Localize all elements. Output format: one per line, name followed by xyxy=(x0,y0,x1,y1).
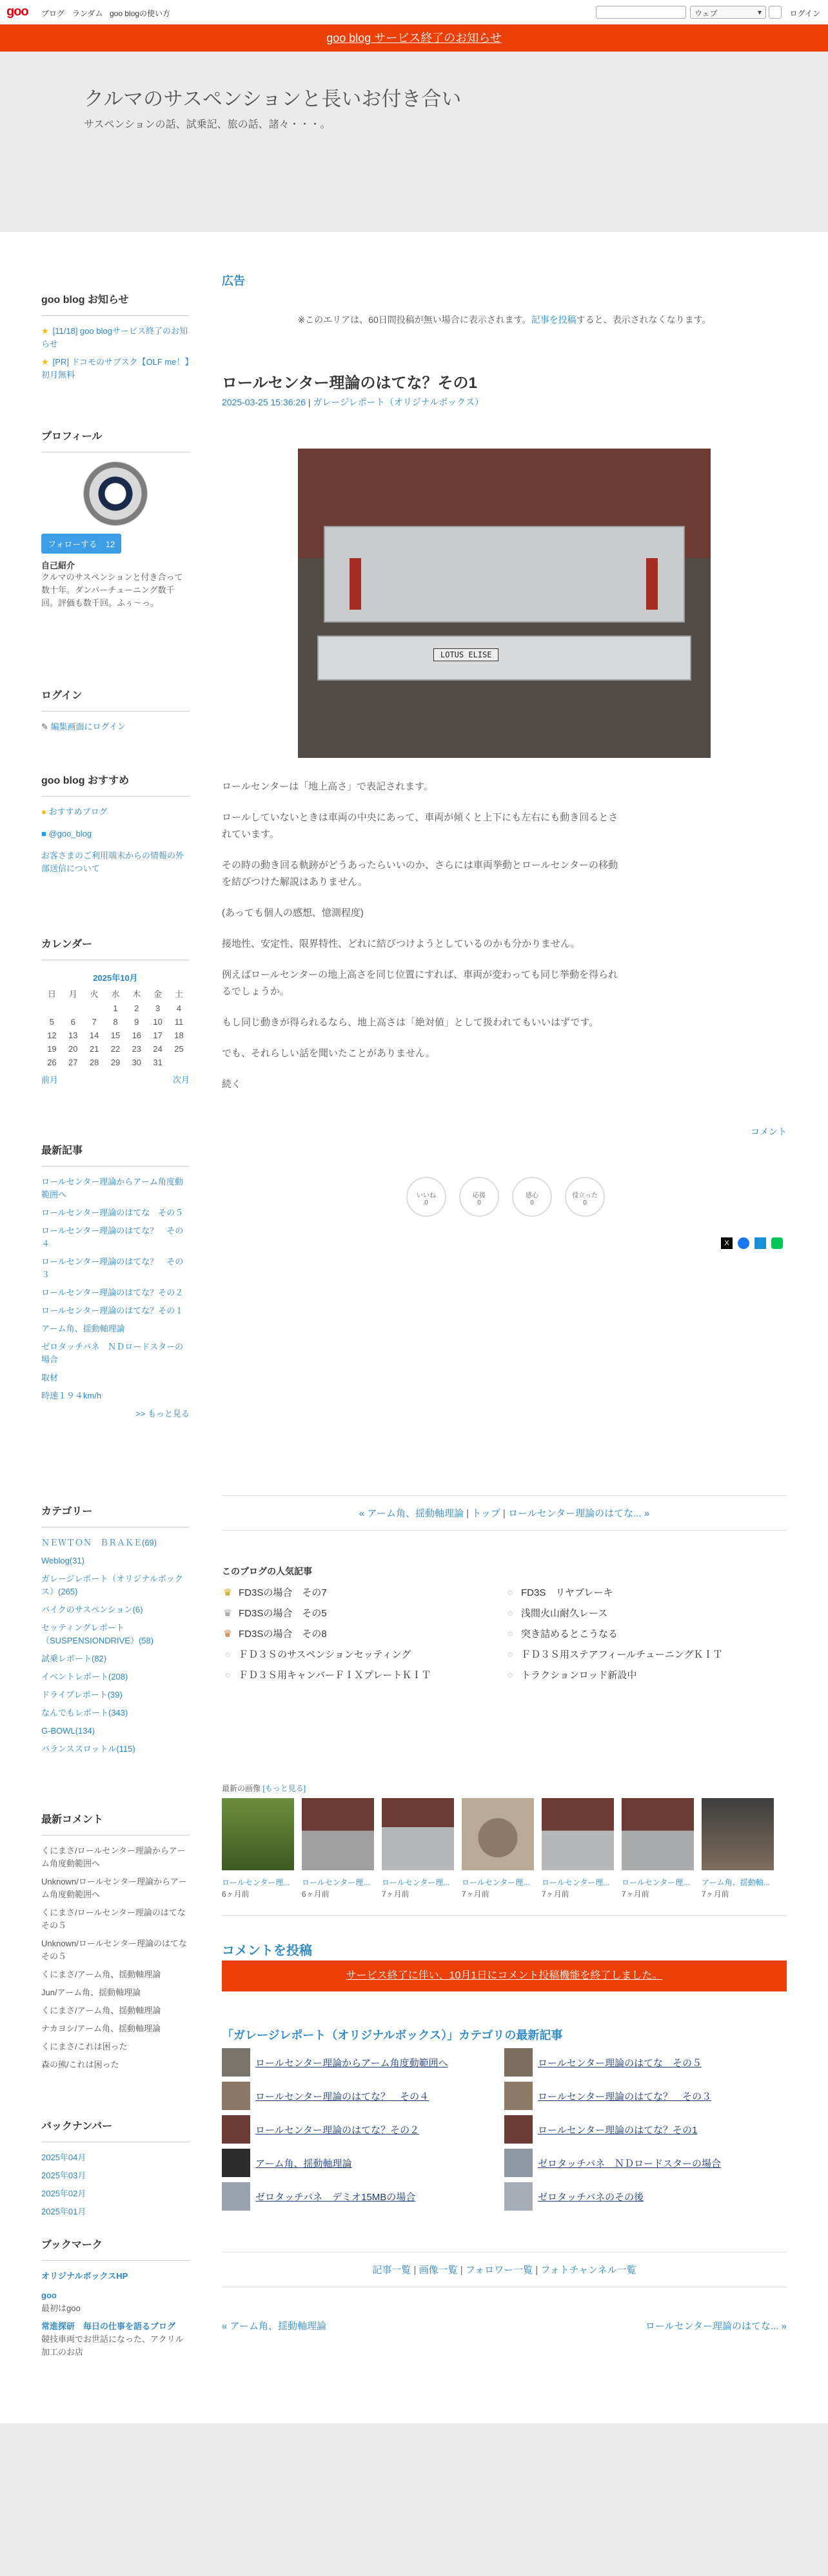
entry-body xyxy=(222,779,622,1107)
calendar-day: 17 xyxy=(153,1031,163,1040)
search-scope-value: ウェブ xyxy=(695,9,718,18)
toolbar-link-blog[interactable]: ブログ xyxy=(41,9,65,18)
ad-note xyxy=(222,313,787,326)
calendar-day: 20 xyxy=(68,1044,78,1054)
backnumber-list[interactable] xyxy=(41,2151,190,2216)
sidebar-comments xyxy=(41,1811,196,2077)
popular-article-link[interactable] xyxy=(222,1585,327,1599)
comment-link[interactable]: くにまさ/アーム角、揺動軸理論 xyxy=(41,2006,161,2015)
gallery-thumb[interactable] xyxy=(462,1798,534,1870)
comment-post-heading: コメントを投稿 xyxy=(222,1944,312,1958)
circle-icon: ○ xyxy=(507,1608,513,1619)
bookmark-link[interactable]: goo xyxy=(41,2290,57,2300)
calendar-day: 9 xyxy=(134,1017,139,1027)
ad-heading: 広告 xyxy=(222,275,245,287)
entry-meta xyxy=(222,396,484,409)
entry-date[interactable]: 2025-03-25 15:36:26 xyxy=(222,397,306,407)
popular-article-label: FD3S リヤブレーキ xyxy=(521,1587,613,1598)
popular-article-label: ＦＤ３Ｓ用キャンバーＦＩＸプレートＫＩＴ xyxy=(239,1670,431,1681)
crown-icon: ♛ xyxy=(223,1587,232,1598)
chevron-down-icon: ▾ xyxy=(757,8,762,17)
recent-article-link[interactable]: 取材 xyxy=(41,1373,59,1382)
pencil-icon: ✎ xyxy=(41,722,51,731)
calendar-day: 16 xyxy=(132,1031,142,1040)
category-link[interactable]: Weblog(31) xyxy=(41,1556,84,1565)
sidebar-recent xyxy=(41,1142,190,1426)
sidebar-login-heading: ログイン xyxy=(41,687,190,712)
reaction-cheer-label: 応援 xyxy=(473,1192,486,1199)
facebook-share-icon[interactable] xyxy=(738,1237,749,1249)
meta-separator: | xyxy=(308,397,311,407)
ad-note-pre: ※このエリアは、60日間投稿が無い場合に表示されます。 xyxy=(297,315,531,325)
popular-article-link[interactable] xyxy=(222,1627,327,1640)
sidebar-backnumber-heading: バックナンバー xyxy=(41,2118,190,2142)
photo-channel-list-link[interactable]: フォトチャンネル一覧 xyxy=(540,2265,636,2276)
login-edit-link[interactable] xyxy=(41,721,190,733)
entry-paragraph: もし同じ動きが得られるなら、地上高さは「絶対値」として扱われてもいいはずです。 xyxy=(222,1017,599,1028)
comment-link[interactable]: ナカヨシ/アーム角、揺動軸理論 xyxy=(41,2024,161,2033)
search-button[interactable] xyxy=(769,6,782,19)
popular-article-label: 突き詰めるとこうなる xyxy=(521,1629,618,1640)
category-article-thumb[interactable] xyxy=(504,2182,533,2211)
sidebar-bookmarks-heading: ブックマーク xyxy=(41,2236,190,2261)
next-entry-link[interactable]: ロールセンター理論のはてな... » xyxy=(508,1508,650,1519)
recent-article-link[interactable]: 時速１９４km/h xyxy=(41,1391,102,1400)
gallery-heading: 最新の画像 xyxy=(222,1784,261,1793)
circle-icon: ○ xyxy=(224,1649,231,1660)
blog-description: サスペンションの話、試乗記、旅の話、諸々・・・。 xyxy=(84,119,331,130)
popular-article-label: ＦＤ３Ｓ用ステアフィールチューニングＫＩＴ xyxy=(521,1649,723,1660)
news-item-label: [11/18] goo blogサービス終了のお知らせ xyxy=(41,326,188,349)
circle-icon: ○ xyxy=(224,1670,231,1681)
popular-article-label: 浅間火山耐久レース xyxy=(521,1608,608,1619)
reaction-impressed-label: 感心 xyxy=(526,1192,538,1199)
gallery-header xyxy=(222,1783,306,1794)
reaction-impressed-button[interactable] xyxy=(512,1177,552,1217)
follow-button[interactable] xyxy=(41,534,121,554)
category-article-thumb[interactable] xyxy=(222,2082,250,2110)
gallery-date: 7ヶ月前 xyxy=(622,1890,649,1899)
calendar-weekday: 水 xyxy=(111,989,120,999)
popular-article-link[interactable] xyxy=(504,1668,636,1681)
gallery-caption[interactable]: ロールセンター理... xyxy=(382,1878,450,1887)
gallery-date: 6ヶ月前 xyxy=(302,1890,330,1899)
search-input[interactable] xyxy=(596,6,686,19)
calendar-day: 26 xyxy=(47,1058,57,1067)
category-link[interactable]: バランススロットル(115) xyxy=(41,1744,135,1754)
calendar-weekday: 土 xyxy=(175,989,184,999)
calendar-day: 4 xyxy=(176,1003,182,1013)
recent-article-link[interactable]: ロールセンター理論のはてな？ その４ xyxy=(41,1226,184,1248)
follower-list-link[interactable]: フォロワー一覧 xyxy=(465,2265,533,2276)
calendar-day: 3 xyxy=(155,1003,161,1013)
gallery-caption[interactable]: ロールセンター理... xyxy=(462,1878,530,1887)
content-wrapper xyxy=(0,232,828,2423)
recent-article-link[interactable]: ロールセンター理論のはてな？その２ xyxy=(41,1288,184,1297)
calendar-day: 13 xyxy=(68,1031,78,1040)
calendar-day: 29 xyxy=(110,1058,121,1067)
calendar-month: 2025年10月 xyxy=(93,973,138,983)
category-link[interactable]: イベントレポート(208) xyxy=(41,1672,128,1681)
gallery-thumb[interactable] xyxy=(702,1798,774,1870)
toolbar-link-random[interactable]: ランダム xyxy=(72,9,103,18)
category-article-link[interactable]: ロールセンター理論のはてな その５ xyxy=(538,2058,702,2069)
bookmark-desc: 競技車両でお世話になった、アクリル加工のお店 xyxy=(41,2334,184,2357)
calendar-day: 18 xyxy=(174,1031,184,1040)
calendar-day: 23 xyxy=(132,1044,142,1054)
goo-logo[interactable]: goo xyxy=(6,5,28,19)
sidebar-recommend-heading: goo blog おすすめ xyxy=(41,772,190,797)
popular-article-label: ＦＤ３Ｓのサスペンションセッティング xyxy=(239,1649,411,1660)
calendar-day: 15 xyxy=(110,1031,121,1040)
crown-icon: ♛ xyxy=(223,1608,232,1619)
calendar-day: 2 xyxy=(134,1003,139,1013)
category-link[interactable]: なんでもレポート(343) xyxy=(41,1708,128,1718)
entry-paragraph: 続く xyxy=(222,1079,242,1090)
jig-plate-label: LOTUS ELISE xyxy=(433,648,498,661)
service-end-banner xyxy=(0,24,828,52)
calendar-day: 8 xyxy=(113,1017,118,1027)
category-article-link[interactable]: ロールセンター理論のはてな？ その３ xyxy=(538,2091,712,2102)
ad-note-post: すると、表示されなくなります。 xyxy=(576,315,711,325)
jig-base xyxy=(317,635,691,681)
recent-article-link[interactable]: ロールセンター理論のはてな その５ xyxy=(41,1208,184,1217)
sidebar-calendar-heading: カレンダー xyxy=(41,936,190,960)
news-item[interactable] xyxy=(41,356,190,382)
calendar-weekday: 火 xyxy=(90,989,99,999)
category-link[interactable]: ドライブレポート(39) xyxy=(41,1690,123,1700)
calendar-day: 7 xyxy=(92,1017,97,1027)
calendar-weekday: 木 xyxy=(132,989,141,999)
reaction-helpful-label: 役立った xyxy=(572,1192,598,1199)
sidebar-news xyxy=(41,291,190,387)
comment-link[interactable]: くにまさ/ロールセンター理論からアーム角度動範囲へ xyxy=(41,1846,186,1868)
backnumber-link[interactable]: 2025年01月 xyxy=(41,2207,86,2216)
comment-link[interactable]: くにまさ/これは困った xyxy=(41,2042,128,2051)
circle-icon: ○ xyxy=(507,1649,513,1660)
category-article-thumb[interactable] xyxy=(504,2149,533,2177)
calendar-day: 11 xyxy=(174,1017,184,1027)
search-scope-select[interactable] xyxy=(690,6,766,19)
top-link[interactable]: トップ xyxy=(471,1508,500,1519)
calendar-weekday: 月 xyxy=(68,989,77,999)
entry-paragraph: でも、それらしい話を聞いたことがありません。 xyxy=(222,1048,435,1059)
prev-entry-link[interactable]: « アーム角、揺動軸理論 xyxy=(359,1508,464,1519)
category-article-link[interactable]: ゼロタッチバネ デミオ15MBの場合 xyxy=(255,2192,416,2203)
post-article-link[interactable]: 記事を投稿 xyxy=(531,315,577,325)
gallery-more-link[interactable]: [もっと見る] xyxy=(262,1784,306,1793)
calendar-day: 28 xyxy=(89,1058,99,1067)
sidebar-login xyxy=(41,687,190,739)
image-list-link[interactable]: 画像一覧 xyxy=(419,2265,458,2276)
service-end-link[interactable]: goo blog サービス終了のお知らせ xyxy=(326,32,502,44)
category-link[interactable]: 試乗レポート(82) xyxy=(41,1654,107,1663)
sidebar-recent-heading: 最新記事 xyxy=(41,1142,190,1167)
intro-text: クルマのサスペンションと付き合って数十年。ダンパーチューニング数千回。評価も数千回。ふぅ〜っ。 xyxy=(41,572,183,608)
calendar-day: 27 xyxy=(68,1058,78,1067)
reaction-cheer-count: 0 xyxy=(477,1199,481,1206)
popular-article-label: FD3Sの場合 その7 xyxy=(239,1587,327,1598)
bookmark-desc: 最初はgoo xyxy=(41,2303,81,2313)
bookmark-link[interactable]: 常進探研 毎日の仕事を語るブログ xyxy=(41,2321,176,2331)
sidebar-news-heading: goo blog お知らせ xyxy=(41,291,190,316)
comment-link[interactable]: Unknown/ロールセンター理論からアーム角度動範囲へ xyxy=(41,1877,187,1899)
bulb-icon: ● xyxy=(41,807,49,817)
category-article-link[interactable]: ロールセンター理論のはてな？ その４ xyxy=(255,2091,429,2102)
recent-article-link[interactable]: ゼロタッチバネ ＮＤロードスターの場合 xyxy=(41,1342,184,1364)
category-link[interactable]: G-BOWL(134) xyxy=(41,1726,95,1736)
login-edit-label: 編集画面にログイン xyxy=(50,722,126,731)
sidebar-comments-heading: 最新コメント xyxy=(41,1811,190,1835)
calendar-day: 6 xyxy=(70,1017,75,1027)
recent-article-link[interactable]: ロールセンター理論のはてな？その１ xyxy=(41,1306,184,1315)
twitter-label: @goo_blog xyxy=(48,829,92,838)
gallery-date: 6ヶ月前 xyxy=(222,1890,250,1899)
sidebar-backnumber xyxy=(41,2118,190,2216)
gallery-caption[interactable]: ロールセンター理... xyxy=(302,1878,370,1887)
list-links: 記事一覧 | 画像一覧 | フォロワー一覧 | フォトチャンネル一覧 xyxy=(222,2252,787,2287)
calendar-day: 31 xyxy=(153,1058,163,1067)
entry-paragraph: 接地性、安定性、限界特性、どれに結びつけようとしているのかも分かりません。 xyxy=(222,938,580,949)
entry-title[interactable]: ロールセンター理論のはてな？その1 xyxy=(222,374,477,392)
gallery-caption[interactable]: アーム角、揺動軸... xyxy=(702,1878,770,1887)
calendar-weekday: 金 xyxy=(153,989,163,999)
recent-more-link[interactable]: >> もっと見る xyxy=(135,1409,190,1419)
sidebar-categories-heading: カテゴリー xyxy=(41,1503,190,1527)
recommend-blog-link[interactable] xyxy=(41,806,190,818)
gallery-thumb[interactable] xyxy=(542,1798,614,1870)
damper-right xyxy=(646,558,658,610)
twitter-icon: ■ xyxy=(41,829,49,838)
blog-title[interactable]: クルマのサスペンションと長いお付き合い xyxy=(84,88,462,110)
star-icon: ★ xyxy=(41,326,49,336)
entry-paragraph: 例えばロールセンターの地上高さを同じ位置にすれば、車両が変わっても同じ挙動を得られるでしょうか。 xyxy=(222,969,618,997)
category-article-link[interactable]: ゼロタッチバネのその後 xyxy=(538,2192,644,2203)
comment-link[interactable]: くにまさ/ロールセンター理論のはてな その５ xyxy=(41,1908,194,1930)
backnumber-link[interactable]: 2025年02月 xyxy=(41,2189,86,2198)
category-article-thumb[interactable] xyxy=(222,2115,250,2144)
sidebar-bookmarks xyxy=(41,2236,190,2364)
gallery-date: 7ヶ月前 xyxy=(542,1890,569,1899)
twitter-link[interactable] xyxy=(41,828,190,840)
category-article-thumb[interactable] xyxy=(504,2048,533,2077)
popular-heading: このブログの人気記事 xyxy=(222,1566,312,1576)
gallery-caption[interactable]: ロールセンター理... xyxy=(542,1878,610,1887)
sidebar-recommend xyxy=(41,772,190,880)
gallery-thumb[interactable] xyxy=(302,1798,374,1870)
calendar-day xyxy=(84,1002,105,1015)
calendar-day: 25 xyxy=(174,1044,184,1054)
share-buttons xyxy=(721,1237,783,1249)
gallery-thumb[interactable] xyxy=(222,1798,294,1870)
calendar-day: 5 xyxy=(49,1017,55,1027)
comment-link[interactable]: 森の熊/これは困った xyxy=(41,2060,119,2069)
category-article-link[interactable]: アーム角、揺動軸理論 xyxy=(255,2158,352,2169)
entry-paragraph: ロールセンターは「地上高さ」で表記されます。 xyxy=(222,781,433,792)
reaction-like-button[interactable] xyxy=(406,1177,446,1217)
gallery-date: 7ヶ月前 xyxy=(462,1890,489,1899)
blog-header xyxy=(0,52,828,232)
calendar-day xyxy=(41,1002,63,1015)
follow-label: フォローする xyxy=(48,539,97,549)
category-article-thumb[interactable] xyxy=(222,2149,250,2177)
reaction-like-label: いいね xyxy=(417,1192,436,1199)
popular-article-label: FD3Sの場合 その8 xyxy=(239,1629,327,1640)
sidebar-categories xyxy=(41,1503,190,1761)
comment-closed-bar[interactable]: サービス終了に伴い、10月1日にコメント投稿機能を終了しました。 xyxy=(222,1961,787,1991)
news-item[interactable] xyxy=(41,325,190,351)
entry-paragraph: その時の動き回る軌跡がどうあったらいいのか、さらには車両挙動とロールセンターの移動を結びつけた解説はありません。 xyxy=(222,860,618,887)
top-toolbar xyxy=(0,0,828,24)
recent-article-link[interactable]: アーム角、揺動軸理論 xyxy=(41,1324,125,1333)
entry-nav: « アーム角、揺動軸理論 | トップ | ロールセンター理論のはてな... » xyxy=(222,1495,787,1531)
category-latest-heading: 「ガレージレポート（オリジナルボックス）」カテゴリの最新記事 xyxy=(222,2029,563,2042)
calendar-day: 1 xyxy=(113,1003,118,1013)
category-link[interactable]: バイクのサスペンション(6) xyxy=(41,1605,143,1614)
calendar-day: 19 xyxy=(47,1044,57,1054)
calendar-prev-link[interactable]: 前月 xyxy=(41,1075,59,1085)
calendar-day: 30 xyxy=(132,1058,142,1067)
popular-article-link[interactable] xyxy=(222,1668,431,1681)
gallery-date: 7ヶ月前 xyxy=(382,1890,409,1899)
recent-article-link[interactable]: ロールセンター理論のはてな？ その３ xyxy=(41,1257,184,1279)
popular-article-link[interactable] xyxy=(504,1585,613,1599)
comment-link[interactable]: Unknown/ロールセンター理論のはてな その５ xyxy=(41,1939,196,1961)
category-article-link[interactable]: ゼロタッチバネ ＮＤロードスターの場合 xyxy=(538,2158,721,2169)
entry-photo[interactable] xyxy=(298,449,711,758)
reaction-impressed-count: 0 xyxy=(530,1199,534,1206)
category-article-thumb[interactable] xyxy=(222,2182,250,2211)
category-article-thumb[interactable] xyxy=(222,2048,250,2077)
crown-icon: ♛ xyxy=(223,1629,232,1640)
calendar-day: 24 xyxy=(153,1044,163,1054)
hatena-share-icon[interactable] xyxy=(754,1237,766,1249)
article-list-link[interactable]: 記事一覧 xyxy=(372,2265,411,2276)
suspension-jig xyxy=(324,526,685,623)
popular-article-link[interactable] xyxy=(504,1647,722,1661)
popular-article-link[interactable] xyxy=(222,1606,327,1620)
sidebar-profile xyxy=(41,428,190,610)
category-article-link[interactable]: ロールセンター理論のはてな？その1 xyxy=(538,2125,698,2136)
calendar-day xyxy=(63,1002,84,1015)
entry-category-link[interactable]: ガレージレポート（オリジナルボックス） xyxy=(313,397,484,407)
divider xyxy=(222,1915,787,1916)
recent-article-link[interactable]: ロールセンター理論からアーム角度動範囲へ xyxy=(41,1177,183,1199)
entry-paragraph: ロールしていないときは車両の中央にあって、車両が傾くと上下にも左右にも動き回るとされています。 xyxy=(222,812,618,840)
category-link[interactable]: セッティングレポート（SUSPENSIONDRIVE）(58) xyxy=(41,1623,154,1645)
entry-paragraph: (あっても個人の感想、憶測程度) xyxy=(222,907,364,918)
circle-icon: ○ xyxy=(507,1670,513,1681)
sidebar-profile-heading: プロフィール xyxy=(41,428,190,452)
popular-article-link[interactable] xyxy=(222,1647,411,1661)
comment-link[interactable]: くにまさ/アーム角、揺動軸理論 xyxy=(41,1970,161,1979)
category-link[interactable]: ＮＥＷＴＯＮ ＢＲＡＫＥ(69) xyxy=(41,1538,157,1547)
gallery-date: 7ヶ月前 xyxy=(702,1890,729,1899)
calendar-weekday: 日 xyxy=(47,989,56,999)
line-share-icon[interactable] xyxy=(771,1237,783,1249)
calendar-day: 22 xyxy=(110,1044,121,1054)
backnumber-link[interactable]: 2025年03月 xyxy=(41,2171,86,2180)
gallery-caption[interactable]: ロールセンター理... xyxy=(222,1878,290,1887)
login-link[interactable]: ログイン xyxy=(789,9,820,18)
toolbar-link-howto[interactable]: goo blogの使い方 xyxy=(110,9,171,18)
avatar[interactable] xyxy=(83,461,148,526)
calendar-day xyxy=(168,1056,190,1069)
category-article-thumb[interactable] xyxy=(504,2115,533,2144)
popular-article-label: トラクションロッド新設中 xyxy=(521,1670,637,1681)
intro-heading: 自己紹介 xyxy=(41,561,75,570)
reaction-cheer-button[interactable] xyxy=(459,1177,499,1217)
calendar-table xyxy=(41,969,190,1069)
sidebar-calendar xyxy=(41,936,190,1085)
bookmark-link[interactable]: オリジナルボックスHP xyxy=(41,2271,128,2281)
popular-article-label: FD3Sの場合 その5 xyxy=(239,1608,327,1619)
category-article-link[interactable]: ロールセンター理論のはてな？その２ xyxy=(255,2125,420,2136)
calendar-day: 14 xyxy=(89,1031,99,1040)
calendar-next-link[interactable]: 次月 xyxy=(172,1075,190,1085)
circle-icon: ○ xyxy=(507,1629,513,1640)
calendar-day: 10 xyxy=(153,1017,163,1027)
reaction-like-count: 0 xyxy=(424,1199,428,1206)
bottom-next-link[interactable]: ロールセンター理論のはてな... » xyxy=(645,2321,787,2332)
gallery-thumb[interactable] xyxy=(622,1798,694,1870)
reaction-helpful-button[interactable] xyxy=(565,1177,605,1217)
circle-icon: ○ xyxy=(507,1587,513,1598)
popular-article-link[interactable] xyxy=(504,1606,607,1620)
calendar-day: 21 xyxy=(89,1044,99,1054)
backnumber-link[interactable]: 2025年04月 xyxy=(41,2153,86,2162)
reaction-helpful-count: 0 xyxy=(583,1199,587,1206)
recommend-label: おすすめブログ xyxy=(48,807,108,817)
gallery-caption[interactable]: ロールセンター理... xyxy=(622,1878,690,1887)
comment-link[interactable]: コメント xyxy=(751,1127,787,1137)
page-footer xyxy=(0,2423,828,2576)
calendar-day: 12 xyxy=(47,1031,57,1040)
category-link[interactable]: ガレージレポート（オリジナルボックス）(265) xyxy=(41,1574,183,1596)
external-transmission-link[interactable]: お客さまのご利用端末からの情報の外部送信について xyxy=(41,851,184,873)
damper-left xyxy=(350,558,361,610)
follower-count: 12 xyxy=(105,539,115,549)
comment-link[interactable]: Jun/アーム角、揺動軸理論 xyxy=(41,1988,141,1997)
bottom-prev-link[interactable]: « アーム角、揺動軸理論 xyxy=(222,2321,327,2332)
popular-article-link[interactable] xyxy=(504,1627,618,1640)
category-article-thumb[interactable] xyxy=(504,2082,533,2110)
news-item-label: [PR] ドコモのサブスク【OLF me！】初月無料 xyxy=(41,357,189,380)
category-article-link[interactable]: ロールセンター理論からアーム角度動範囲へ xyxy=(255,2058,448,2069)
star-icon: ★ xyxy=(41,357,49,367)
x-share-icon[interactable]: X xyxy=(721,1237,733,1249)
gallery-thumb[interactable] xyxy=(382,1798,454,1870)
